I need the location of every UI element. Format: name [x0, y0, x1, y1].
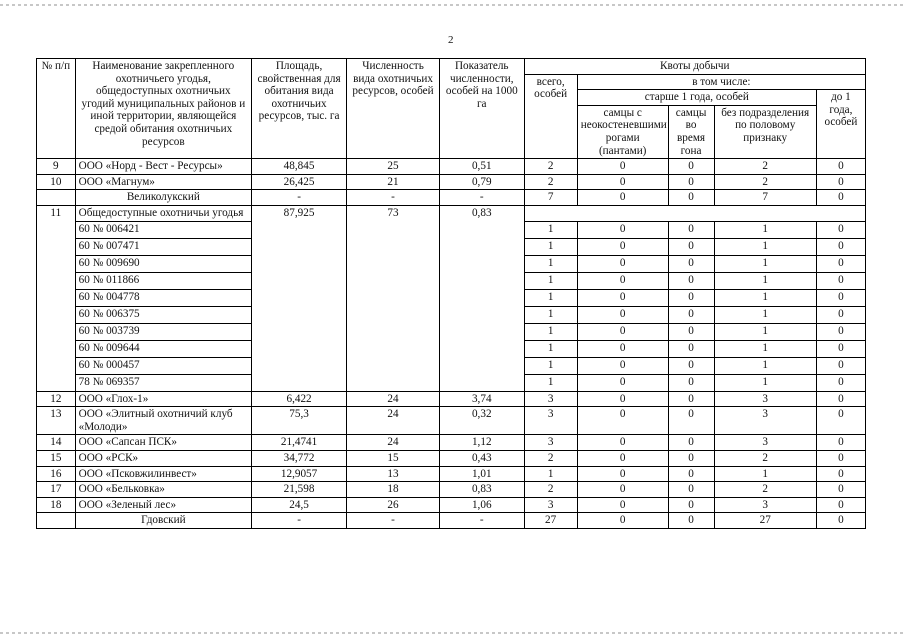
cell-count: 26 [347, 497, 440, 513]
cell-nosex: 3 [714, 435, 816, 451]
header-including: в том числе: [577, 74, 865, 90]
cell-rut: 0 [668, 466, 714, 482]
cell-antlers: 0 [577, 289, 668, 306]
cell-young: 0 [816, 221, 865, 238]
scan-edge-top [0, 4, 905, 6]
cell-antlers: 0 [577, 159, 668, 175]
table-row [37, 497, 866, 513]
cell-name: ООО «Норд - Вест - Ресурсы» [75, 159, 251, 175]
cell-rut: 0 [668, 272, 714, 289]
cell-license-name: 60 № 004778 [75, 289, 251, 306]
cell-name: ООО «Элитный охотничий клуб «Молоди» [75, 407, 251, 435]
cell-antlers: 0 [577, 306, 668, 323]
cell-nosex: 7 [714, 190, 816, 206]
cell-antlers: 0 [577, 357, 668, 374]
header-total: всего, особей [524, 74, 577, 159]
cell-antlers: 0 [577, 323, 668, 340]
cell-name: Великолукский [75, 190, 251, 206]
cell-nosex: 1 [714, 272, 816, 289]
cell-rut: 0 [668, 255, 714, 272]
cell-young: 0 [816, 466, 865, 482]
header-count: Численность вида охотничьих ресурсов, особей [347, 59, 440, 159]
cell-rut: 0 [668, 482, 714, 498]
cell-rut: 0 [668, 221, 714, 238]
cell-density: 0,83 [439, 482, 524, 498]
cell-count: 21 [347, 174, 440, 190]
table-row [37, 391, 866, 407]
cell-license-name: 60 № 003739 [75, 323, 251, 340]
cell-total: 1 [524, 289, 577, 306]
cell-antlers: 0 [577, 238, 668, 255]
cell-density: 0,43 [439, 450, 524, 466]
cell-young: 0 [816, 513, 865, 529]
cell-young: 0 [816, 340, 865, 357]
cell-no: 15 [37, 450, 76, 466]
cell-density: 1,01 [439, 466, 524, 482]
cell-rut: 0 [668, 391, 714, 407]
cell-density: 1,06 [439, 497, 524, 513]
cell-young: 0 [816, 323, 865, 340]
cell-no: 17 [37, 482, 76, 498]
table-row [37, 407, 866, 435]
header-antlers: самцы с неокостеневшими рогами (пантами) [577, 105, 668, 158]
cell-count: 73 [347, 205, 440, 391]
cell-young: 0 [816, 357, 865, 374]
cell-total: 1 [524, 306, 577, 323]
header-area: Площадь, свойственная для обитания вида охотничьих ресурсов, тыс. га [252, 59, 347, 159]
cell-density: - [439, 190, 524, 206]
cell-young: 0 [816, 306, 865, 323]
cell-total: 3 [524, 391, 577, 407]
cell-license-name: 60 № 006375 [75, 306, 251, 323]
cell-young: 0 [816, 391, 865, 407]
header-older: старше 1 года, особей [577, 90, 816, 106]
cell-young: 0 [816, 435, 865, 451]
cell-area: - [252, 190, 347, 206]
table-row [37, 159, 866, 175]
cell-total: 1 [524, 374, 577, 391]
cell-antlers: 0 [577, 407, 668, 435]
page-number: 2 [448, 34, 454, 46]
cell-area: 87,925 [252, 205, 347, 391]
cell-rut: 0 [668, 497, 714, 513]
cell-young: 0 [816, 482, 865, 498]
cell-total: 27 [524, 513, 577, 529]
cell-young: 0 [816, 497, 865, 513]
cell-no: 11 [37, 205, 76, 391]
cell-count: - [347, 513, 440, 529]
table-row [37, 466, 866, 482]
cell-nosex: 1 [714, 306, 816, 323]
cell-rut: 0 [668, 407, 714, 435]
cell-license-name: 60 № 011866 [75, 272, 251, 289]
header-name: Наименование закрепленного охотничьего угодья, общедоступных охотничьих угодий муниципальных районов и иной территории, являющейся средой обитания охотничьих ресурсов [75, 59, 251, 159]
cell-area: 24,5 [252, 497, 347, 513]
cell-nosex: 1 [714, 238, 816, 255]
cell-rut: 0 [668, 174, 714, 190]
cell-young: 0 [816, 174, 865, 190]
cell-antlers: 0 [577, 272, 668, 289]
cell-rut: 0 [668, 190, 714, 206]
cell-total: 1 [524, 340, 577, 357]
cell-area: 21,598 [252, 482, 347, 498]
cell-total: 2 [524, 450, 577, 466]
cell-count: 24 [347, 391, 440, 407]
cell-rut: 0 [668, 450, 714, 466]
cell-rut: 0 [668, 357, 714, 374]
cell-count: 15 [347, 450, 440, 466]
cell-total: 3 [524, 497, 577, 513]
cell-young: 0 [816, 255, 865, 272]
table-row-group-11 [37, 205, 866, 221]
cell-count: - [347, 190, 440, 206]
table-row [37, 174, 866, 190]
cell-nosex: 1 [714, 221, 816, 238]
cell-young: 0 [816, 450, 865, 466]
cell-no: 16 [37, 466, 76, 482]
cell-total: 7 [524, 190, 577, 206]
cell-no [37, 190, 76, 206]
cell-antlers: 0 [577, 482, 668, 498]
table-row [37, 513, 866, 529]
cell-no [37, 513, 76, 529]
cell-nosex: 1 [714, 466, 816, 482]
cell-young: 0 [816, 289, 865, 306]
cell-area: 26,425 [252, 174, 347, 190]
cell-count: 18 [347, 482, 440, 498]
cell-antlers: 0 [577, 513, 668, 529]
cell-name: ООО «Сапсан ПСК» [75, 435, 251, 451]
cell-nosex: 2 [714, 482, 816, 498]
cell-rut: 0 [668, 238, 714, 255]
cell-antlers: 0 [577, 255, 668, 272]
cell-area: 6,422 [252, 391, 347, 407]
cell-name: ООО «Магнум» [75, 174, 251, 190]
cell-rut: 0 [668, 513, 714, 529]
cell-antlers: 0 [577, 340, 668, 357]
header-no: № п/п [37, 59, 76, 159]
cell-total: 1 [524, 323, 577, 340]
cell-total: 1 [524, 357, 577, 374]
cell-license-name: 60 № 009644 [75, 340, 251, 357]
table-row [37, 450, 866, 466]
cell-density: - [439, 513, 524, 529]
cell-density: 3,74 [439, 391, 524, 407]
cell-nosex: 1 [714, 323, 816, 340]
cell-name: ООО «Бельковка» [75, 482, 251, 498]
cell-license-name: 60 № 000457 [75, 357, 251, 374]
cell-young: 0 [816, 238, 865, 255]
cell-area: 34,772 [252, 450, 347, 466]
cell-total: 1 [524, 272, 577, 289]
cell-name: Общедоступные охотничьи угодья [75, 205, 251, 221]
cell-area: 48,845 [252, 159, 347, 175]
cell-density: 0,51 [439, 159, 524, 175]
cell-total: 1 [524, 221, 577, 238]
cell-area: 12,9057 [252, 466, 347, 482]
cell-antlers: 0 [577, 391, 668, 407]
cell-antlers: 0 [577, 466, 668, 482]
cell-antlers: 0 [577, 221, 668, 238]
cell-rut: 0 [668, 374, 714, 391]
cell-no: 9 [37, 159, 76, 175]
cell-name: ООО «Глох-1» [75, 391, 251, 407]
cell-name: ООО «РСК» [75, 450, 251, 466]
cell-rut: 0 [668, 435, 714, 451]
cell-antlers: 0 [577, 174, 668, 190]
cell-young: 0 [816, 272, 865, 289]
cell-license-name: 60 № 009690 [75, 255, 251, 272]
cell-name: ООО «Зеленый лес» [75, 497, 251, 513]
cell-rut: 0 [668, 340, 714, 357]
cell-antlers: 0 [577, 374, 668, 391]
cell-rut: 0 [668, 306, 714, 323]
cell-no: 10 [37, 174, 76, 190]
cell-density: 0,79 [439, 174, 524, 190]
cell-density: 1,12 [439, 435, 524, 451]
cell-total: 2 [524, 174, 577, 190]
cell-name: Гдовский [75, 513, 251, 529]
cell-total: 1 [524, 466, 577, 482]
cell-no: 14 [37, 435, 76, 451]
cell-young: 0 [816, 159, 865, 175]
table-row [37, 482, 866, 498]
cell-young: 0 [816, 190, 865, 206]
cell-no: 18 [37, 497, 76, 513]
cell-nosex: 1 [714, 357, 816, 374]
cell-antlers: 0 [577, 435, 668, 451]
table-row [37, 435, 866, 451]
cell-rut: 0 [668, 159, 714, 175]
cell-nosex: 1 [714, 289, 816, 306]
cell-total: 3 [524, 435, 577, 451]
cell-young: 0 [816, 374, 865, 391]
quota-table [36, 58, 866, 529]
cell-license-name: 60 № 007471 [75, 238, 251, 255]
cell-count: 24 [347, 435, 440, 451]
empty-quota-cell [524, 205, 865, 221]
cell-total: 1 [524, 255, 577, 272]
header-quota: Квоты добычи [524, 59, 865, 75]
header-rut: самцы во время гона [668, 105, 714, 158]
cell-name: ООО «Псковжилинвест» [75, 466, 251, 482]
cell-area: - [252, 513, 347, 529]
cell-no: 13 [37, 407, 76, 435]
cell-count: 13 [347, 466, 440, 482]
cell-total: 2 [524, 159, 577, 175]
cell-nosex: 2 [714, 174, 816, 190]
cell-count: 24 [347, 407, 440, 435]
cell-nosex: 1 [714, 374, 816, 391]
cell-antlers: 0 [577, 450, 668, 466]
cell-area: 21,4741 [252, 435, 347, 451]
cell-count: 25 [347, 159, 440, 175]
cell-nosex: 27 [714, 513, 816, 529]
cell-no: 12 [37, 391, 76, 407]
cell-density: 0,83 [439, 205, 524, 391]
cell-nosex: 1 [714, 340, 816, 357]
cell-density: 0,32 [439, 407, 524, 435]
table-row [37, 190, 866, 206]
cell-license-name: 78 № 069357 [75, 374, 251, 391]
cell-nosex: 2 [714, 159, 816, 175]
cell-total: 1 [524, 238, 577, 255]
cell-nosex: 1 [714, 255, 816, 272]
cell-nosex: 3 [714, 407, 816, 435]
cell-nosex: 3 [714, 497, 816, 513]
cell-license-name: 60 № 006421 [75, 221, 251, 238]
cell-rut: 0 [668, 289, 714, 306]
scan-edge-bottom [0, 632, 905, 634]
cell-young: 0 [816, 407, 865, 435]
cell-total: 3 [524, 407, 577, 435]
cell-rut: 0 [668, 323, 714, 340]
cell-nosex: 3 [714, 391, 816, 407]
cell-nosex: 2 [714, 450, 816, 466]
header-nosex: без подразделения по половому признаку [714, 105, 816, 158]
cell-total: 2 [524, 482, 577, 498]
cell-antlers: 0 [577, 190, 668, 206]
cell-antlers: 0 [577, 497, 668, 513]
header-young: до 1 года, особей [816, 90, 865, 159]
cell-area: 75,3 [252, 407, 347, 435]
header-density: Показатель численности, особей на 1000 га [439, 59, 524, 159]
